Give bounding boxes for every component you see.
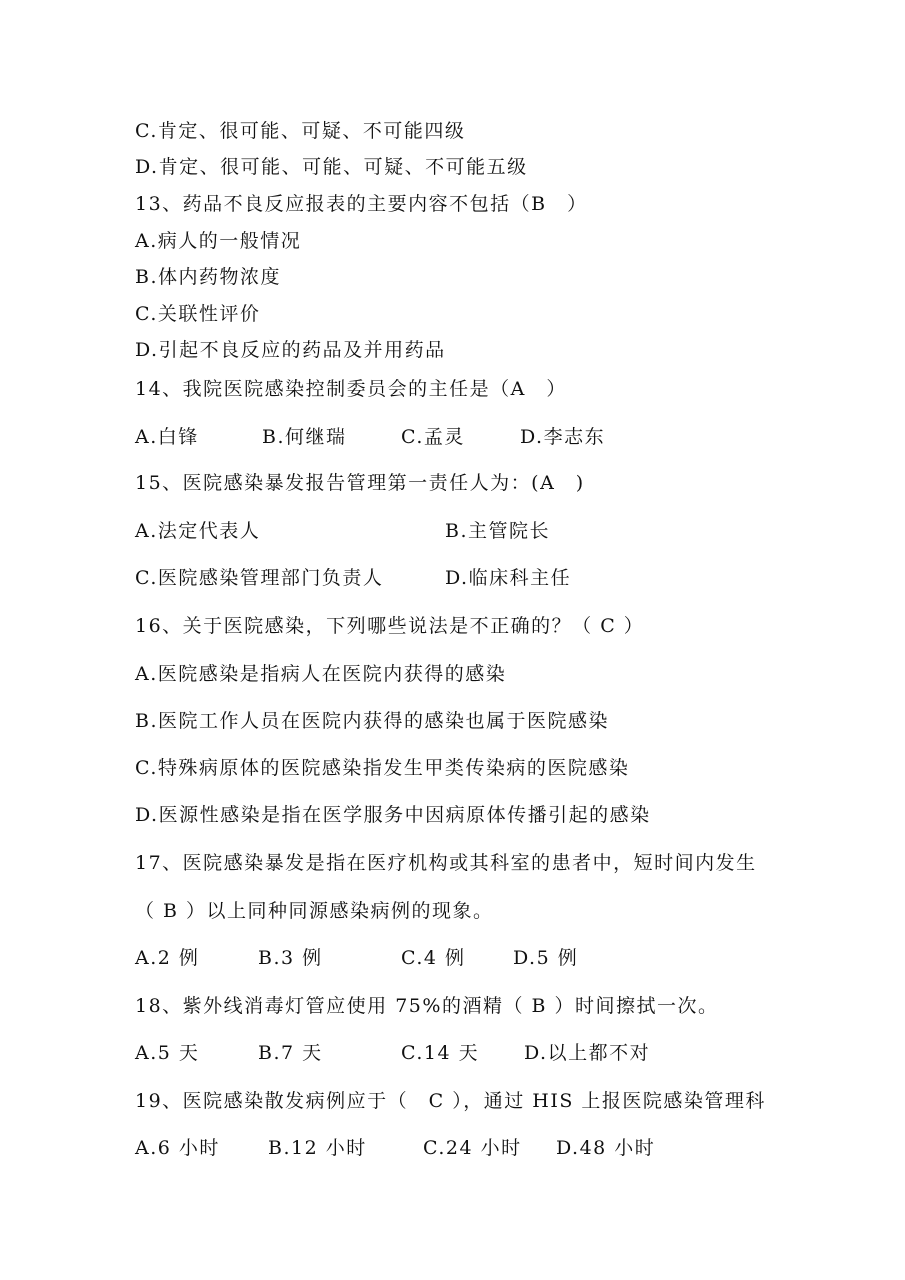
question-17-line-2: （ B ）以上同种同源感染病例的现象。 [135, 900, 494, 922]
q13-option-d: D.引起不良反应的药品及并用药品 [135, 339, 446, 361]
q13-option-a: A.病人的一般情况 [135, 230, 302, 252]
q17-option-b: B.3 例 [258, 947, 323, 969]
q16-option-d: D.医源性感染是指在医学服务中因病原体传播引起的感染 [135, 804, 651, 826]
question-19: 19、医院感染散发病例应于（ C ），通过 HIS 上报医院感染管理科 [135, 1090, 766, 1112]
q15-option-b: B.主管院长 [445, 520, 551, 542]
question-16: 16、关于医院感染，下列哪些说法是不正确的？（ C ） [135, 615, 645, 637]
question-17-line-1: 17、医院感染暴发是指在医疗机构或其科室的患者中，短时间内发生 [135, 852, 757, 874]
q17-option-d: D.5 例 [513, 947, 579, 969]
q17-option-c: C.4 例 [401, 947, 466, 969]
q18-option-b: B.7 天 [258, 1042, 323, 1064]
q15-option-a: A.法定代表人 [135, 520, 261, 542]
q14-option-c: C.孟灵 [401, 426, 465, 448]
q15-option-c: C.医院感染管理部门负责人 [135, 567, 384, 589]
q19-option-a: A.6 小时 [135, 1137, 220, 1159]
q12-option-d: D.肯定、很可能、可能、可疑、不可能五级 [135, 156, 528, 178]
q19-option-b: B.12 小时 [268, 1137, 367, 1159]
q19-option-d: D.48 小时 [556, 1137, 656, 1159]
question-13: 13、药品不良反应报表的主要内容不包括（B ） [135, 193, 588, 215]
q12-option-c: C.肯定、很可能、可疑、不可能四级 [135, 120, 466, 142]
question-18: 18、紫外线消毒灯管应使用 75%的酒精（ B ）时间擦拭一次。 [135, 995, 719, 1017]
q14-option-d: D.李志东 [520, 426, 606, 448]
q14-option-b: B.何继瑞 [262, 426, 347, 448]
q18-option-a: A.5 天 [135, 1042, 200, 1064]
q19-option-c: C.24 小时 [423, 1137, 522, 1159]
q13-option-c: C.关联性评价 [135, 303, 261, 325]
q17-option-a: A.2 例 [135, 947, 200, 969]
q16-option-c: C.特殊病原体的医院感染指发生甲类传染病的医院感染 [135, 757, 630, 779]
q13-option-b: B.体内药物浓度 [135, 266, 282, 288]
question-15: 15、医院感染暴发报告管理第一责任人为：(A ) [135, 472, 585, 494]
q18-option-c: C.14 天 [401, 1042, 480, 1064]
question-14: 14、我院医院感染控制委员会的主任是（A ） [135, 378, 567, 400]
q18-option-d: D.以上都不对 [524, 1042, 651, 1064]
q16-option-a: A.医院感染是指病人在医院内获得的感染 [135, 663, 507, 685]
q15-option-d: D.临床科主任 [445, 567, 572, 589]
q16-option-b: B.医院工作人员在医院内获得的感染也属于医院感染 [135, 710, 610, 732]
q14-option-a: A.白锋 [135, 426, 199, 448]
